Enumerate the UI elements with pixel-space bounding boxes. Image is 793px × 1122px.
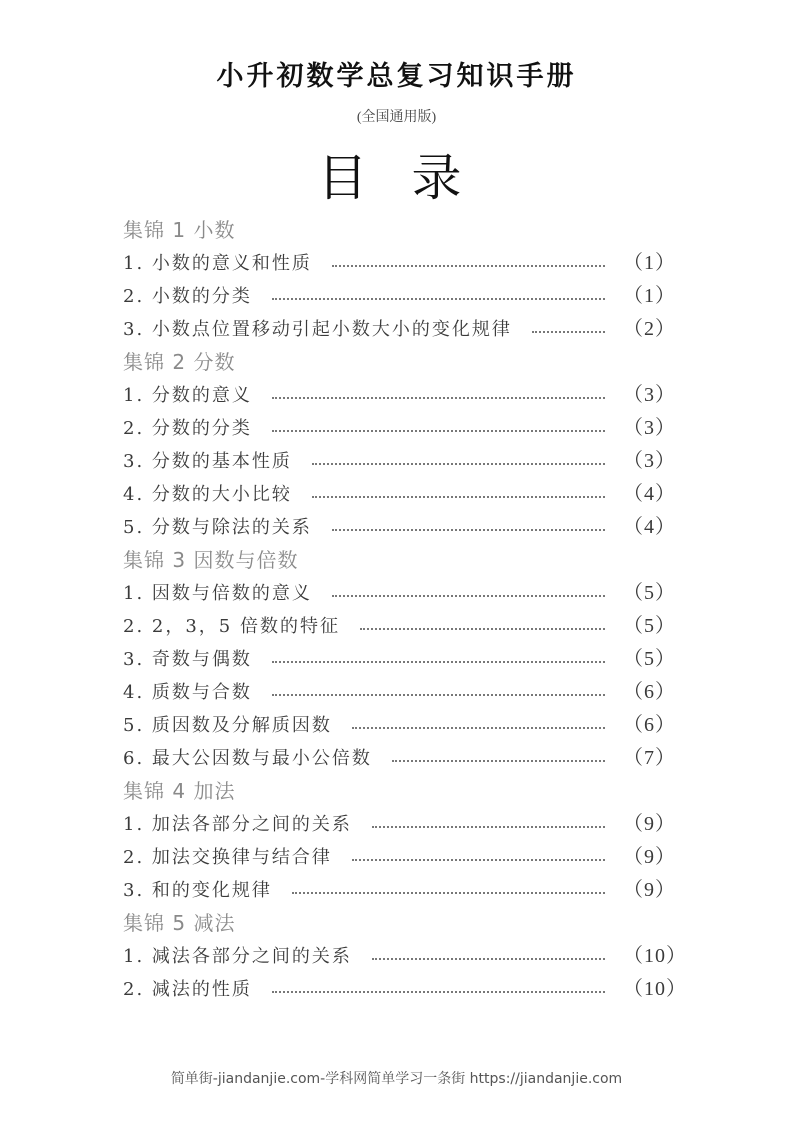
entry-label: 2. 2，3，5 倍数的特征 <box>123 616 340 637</box>
entry-page: （5） <box>623 648 676 670</box>
toc-entry[interactable] <box>123 412 676 445</box>
entry-page: （9） <box>623 879 676 901</box>
entry-page: （5） <box>623 582 676 604</box>
entry-page: （10） <box>623 978 687 1000</box>
toc-entry[interactable] <box>123 709 676 742</box>
toc-entry[interactable] <box>123 841 676 874</box>
toc-entry[interactable] <box>123 478 676 511</box>
entry-label: 2. 减法的性质 <box>123 979 252 1000</box>
dot-leader <box>352 727 605 729</box>
dot-leader <box>392 760 605 762</box>
table-of-contents <box>123 214 687 1006</box>
entry-label: 2. 加法交换律与结合律 <box>123 847 332 868</box>
entry-page: （3） <box>623 384 676 406</box>
dot-leader <box>272 661 605 663</box>
dot-leader <box>272 397 605 399</box>
dot-leader <box>312 463 605 465</box>
entry-page: （3） <box>623 450 676 472</box>
dot-leader <box>272 298 605 300</box>
dot-leader <box>292 892 605 894</box>
entry-label: 1. 加法各部分之间的关系 <box>123 814 352 835</box>
document-subtitle: (全国通用版) <box>356 110 437 125</box>
entry-label: 4. 质数与合数 <box>123 682 252 703</box>
entry-page: （6） <box>623 714 676 736</box>
toc-entry[interactable] <box>123 445 676 478</box>
section-title: 集锦 2 分数 <box>123 350 236 374</box>
toc-heading: 目 录 <box>317 149 476 207</box>
dot-leader <box>372 958 605 960</box>
dot-leader <box>332 265 605 267</box>
entry-page: （9） <box>623 846 676 868</box>
entry-label: 6. 最大公因数与最小公倍数 <box>123 748 372 769</box>
toc-entry[interactable] <box>123 808 676 841</box>
entry-label: 1. 小数的意义和性质 <box>123 253 312 274</box>
entry-page: （4） <box>623 483 676 505</box>
dot-leader <box>272 991 605 993</box>
entry-page: （10） <box>623 945 687 967</box>
entry-label: 3. 小数点位置移动引起小数大小的变化规律 <box>123 319 512 340</box>
entry-label: 3. 和的变化规律 <box>123 880 272 901</box>
section-title: 集锦 5 减法 <box>123 911 236 935</box>
dot-leader <box>312 496 605 498</box>
dot-leader <box>360 628 605 630</box>
entry-label: 2. 小数的分类 <box>123 286 252 307</box>
toc-entry[interactable] <box>123 742 676 775</box>
entry-page: （7） <box>623 747 676 769</box>
footer-watermark: 简单街-jiandanjie.com-学科网简单学习一条街 https://jiandanjie.com <box>170 1071 623 1087</box>
entry-page: （5） <box>623 615 676 637</box>
entry-page: （3） <box>623 417 676 439</box>
toc-entry[interactable] <box>123 511 676 544</box>
toc-entry[interactable] <box>123 874 676 907</box>
toc-entry[interactable] <box>123 940 687 973</box>
toc-entry[interactable] <box>123 676 676 709</box>
entry-page: （1） <box>623 285 676 307</box>
toc-entry[interactable] <box>123 643 676 676</box>
entry-page: （1） <box>623 252 676 274</box>
section-title: 集锦 4 加法 <box>123 779 236 803</box>
dot-leader <box>532 331 605 333</box>
section-title: 集锦 3 因数与倍数 <box>123 548 299 572</box>
entry-page: （9） <box>623 813 676 835</box>
toc-entry[interactable] <box>123 247 676 280</box>
entry-label: 1. 减法各部分之间的关系 <box>123 946 352 967</box>
toc-entry[interactable] <box>123 577 676 610</box>
entry-label: 5. 分数与除法的关系 <box>123 517 312 538</box>
toc-entry[interactable] <box>123 313 676 346</box>
dot-leader <box>332 529 605 531</box>
dot-leader <box>272 430 605 432</box>
entry-label: 1. 分数的意义 <box>123 385 252 406</box>
entry-label: 3. 奇数与偶数 <box>123 649 252 670</box>
section-title: 集锦 1 小数 <box>123 218 236 242</box>
document-title: 小升初数学总复习知识手册 <box>216 61 577 92</box>
entry-label: 3. 分数的基本性质 <box>123 451 292 472</box>
dot-leader <box>332 595 605 597</box>
toc-entry[interactable] <box>123 280 676 313</box>
entry-page: （2） <box>623 318 676 340</box>
dot-leader <box>352 859 605 861</box>
toc-entry[interactable] <box>123 610 676 643</box>
entry-label: 1. 因数与倍数的意义 <box>123 583 312 604</box>
entry-label: 4. 分数的大小比较 <box>123 484 292 505</box>
toc-entry[interactable] <box>123 973 687 1006</box>
entry-label: 2. 分数的分类 <box>123 418 252 439</box>
entry-label: 5. 质因数及分解质因数 <box>123 715 332 736</box>
toc-entry[interactable] <box>123 379 676 412</box>
entry-page: （6） <box>623 681 676 703</box>
dot-leader <box>272 694 605 696</box>
dot-leader <box>372 826 605 828</box>
entry-page: （4） <box>623 516 676 538</box>
